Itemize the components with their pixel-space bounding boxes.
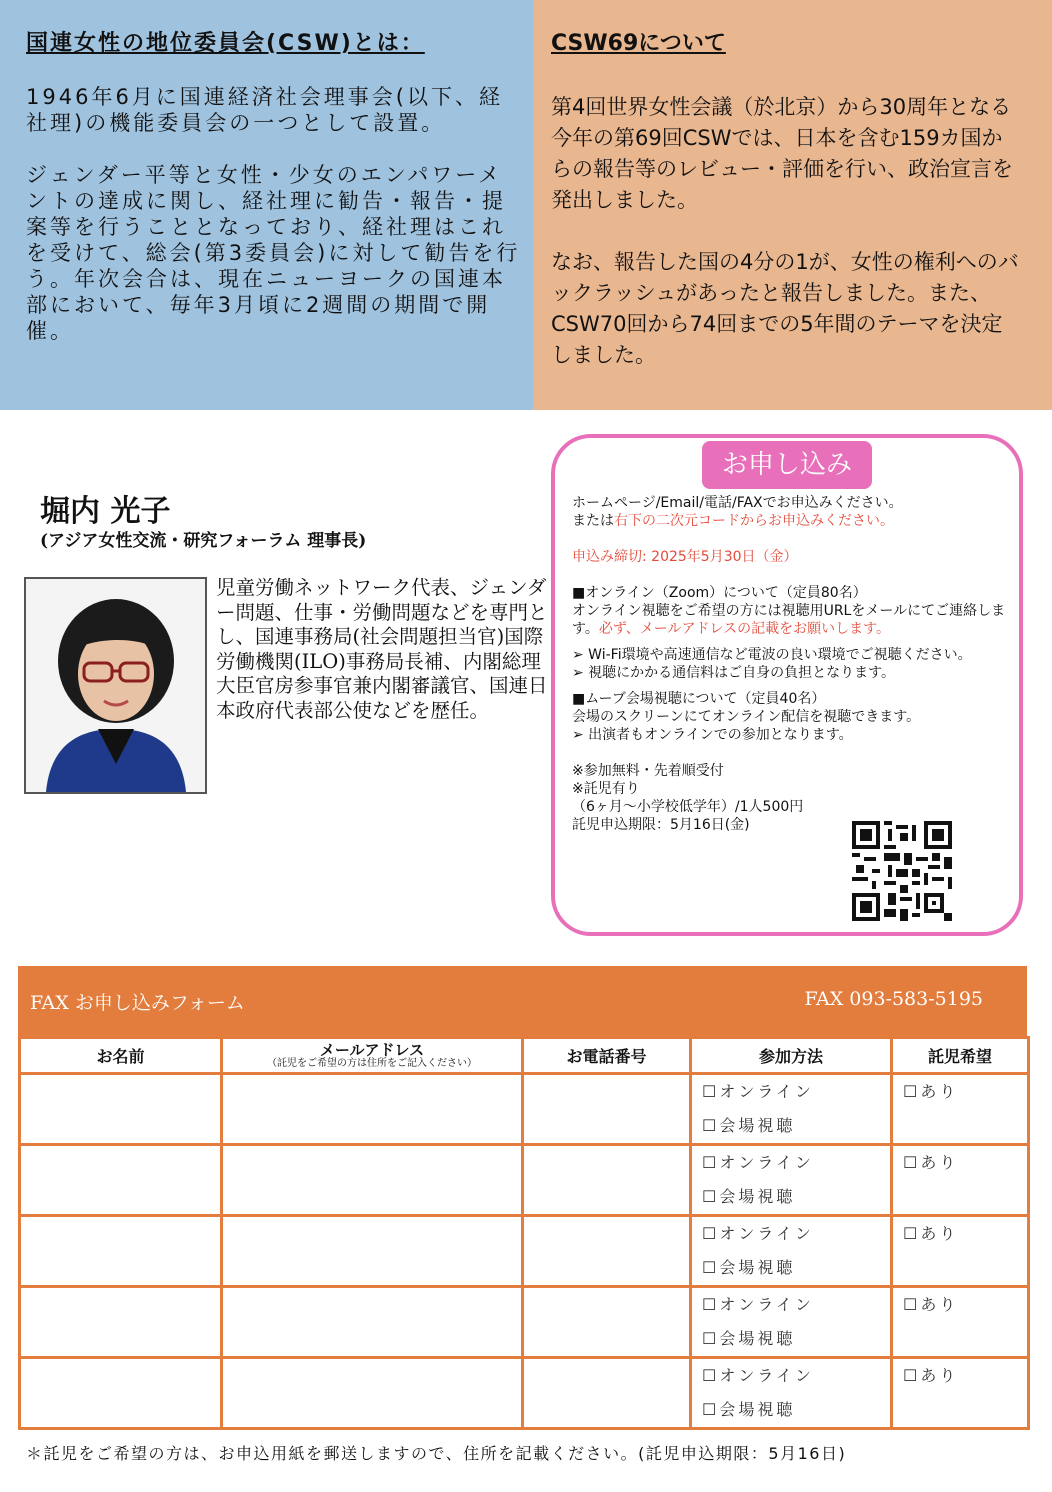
- qr-code-icon[interactable]: [852, 821, 952, 921]
- method-cell: [691, 1074, 892, 1145]
- name-cell[interactable]: [20, 1216, 222, 1287]
- online-text: オンライン視聴をご希望の方には視聴用URLをメールにてご連絡します。必ず、メールアドレスの記載をお願いします。: [572, 603, 1006, 637]
- venue-checkbox[interactable]: ☐会場視聴: [702, 1258, 796, 1277]
- email-cell[interactable]: [222, 1358, 523, 1429]
- name-cell[interactable]: [20, 1287, 222, 1358]
- online-checkbox[interactable]: ☐オンライン: [702, 1153, 814, 1172]
- childcare-cell: [892, 1074, 1029, 1145]
- childcare-checkbox[interactable]: ☐あり: [903, 1224, 959, 1243]
- childcare-checkbox[interactable]: ☐あり: [903, 1366, 959, 1385]
- venue-checkbox[interactable]: ☐会場視聴: [702, 1400, 796, 1419]
- online-heading: ■オンライン（Zoom）について（定員80名）: [572, 585, 867, 601]
- childcare-checkbox[interactable]: ☐あり: [903, 1082, 959, 1101]
- csw-description: [26, 84, 522, 370]
- online-checkbox[interactable]: ☐オンライン: [702, 1366, 814, 1385]
- online-checkbox[interactable]: ☐オンライン: [702, 1224, 814, 1243]
- csw69-description: [551, 92, 1021, 402]
- table-header-row: [20, 1038, 1029, 1074]
- apply-method-text: ホームページ/Email/電話/FAXでお申込みください。: [572, 495, 903, 511]
- email-cell[interactable]: [222, 1145, 523, 1216]
- speaker-title: (アジア女性交流・研究フォーラム 理事長): [40, 531, 367, 551]
- bullet-performers: ➢ 出演者もオンラインでの参加となります。: [572, 727, 853, 743]
- csw69-paragraph: 第4回世界女性会議（於北京）から30周年となる今年の第69回CSWでは、日本を含む159カ国からの報告等のレビュー・評価を行い、政治宣言を発出しました。: [551, 95, 1013, 212]
- method-cell: [691, 1145, 892, 1216]
- table-row: [20, 1074, 1029, 1145]
- csw-paragraph: ジェンダー平等と女性・少女のエンパワーメントの達成に関し、経社理に勧告・報告・提案等を行うこととなっており、経社理はこれを受けて、総会(第3委員会)に対して勧告を行う。年次会合は、現在ニューヨークの国連本部において、毎年3月頃に2週間の期間で開催。: [26, 163, 521, 343]
- childcare-cell: [892, 1145, 1029, 1216]
- note-childcare-age: （6ヶ月〜小学校低学年）/1人500円: [572, 799, 804, 815]
- name-cell[interactable]: [20, 1358, 222, 1429]
- csw69-heading: CSW69について: [551, 31, 726, 56]
- phone-cell[interactable]: [523, 1074, 691, 1145]
- fax-form-header: [18, 966, 1027, 1036]
- childcare-cell: [892, 1216, 1029, 1287]
- email-cell[interactable]: [222, 1287, 523, 1358]
- note-childcare-deadline: 託児申込期限：5月16日(金): [572, 817, 750, 833]
- childcare-checkbox[interactable]: ☐あり: [903, 1153, 959, 1172]
- column-email: メールアドレス （託児をご希望の方は住所をご記入ください）: [222, 1038, 523, 1074]
- fax-number: FAX 093-583-5195: [804, 988, 983, 1010]
- column-childcare: 託児希望: [892, 1038, 1029, 1074]
- table-row: [20, 1216, 1029, 1287]
- bullet-wifi: ➢ Wi-Fi環境や高速通信など電波の良い環境でご視聴ください。: [572, 647, 972, 663]
- application-badge: お申し込み: [702, 441, 872, 489]
- column-method: 参加方法: [691, 1038, 892, 1074]
- childcare-footnote: ＊託児をご希望の方は、お申込用紙を郵送しますので、住所を記載ください。(託児申込期限：5月16日): [26, 1444, 847, 1463]
- table-row: [20, 1358, 1029, 1429]
- table-row: [20, 1145, 1029, 1216]
- email-cell[interactable]: [222, 1216, 523, 1287]
- email-cell[interactable]: [222, 1074, 523, 1145]
- childcare-cell: [892, 1358, 1029, 1429]
- phone-cell[interactable]: [523, 1145, 691, 1216]
- fax-form-table: [18, 1036, 1030, 1430]
- table-row: [20, 1287, 1029, 1358]
- venue-checkbox[interactable]: ☐会場視聴: [702, 1329, 796, 1348]
- phone-cell[interactable]: [523, 1287, 691, 1358]
- online-checkbox[interactable]: ☐オンライン: [702, 1295, 814, 1314]
- csw-paragraph: 1946年6月に国連経済社会理事会(以下、経社理)の機能委員会の一つとして設置。: [26, 85, 503, 135]
- column-name: お名前: [20, 1038, 222, 1074]
- venue-text: 会場のスクリーンにてオンライン配信を視聴できます。: [572, 709, 921, 725]
- bullet-fee: ➢ 視聴にかかる通信料はご自身の負担となります。: [572, 665, 896, 681]
- column-phone: お電話番号: [523, 1038, 691, 1074]
- method-cell: [691, 1358, 892, 1429]
- name-cell[interactable]: [20, 1145, 222, 1216]
- note-free: ※参加無料・先着順受付: [572, 763, 724, 779]
- csw69-paragraph: なお、報告した国の4分の1が、女性の権利へのバックラッシュがあったと報告しました。また、CSW70回から74回までの5年間のテーマを決定しました。: [551, 250, 1019, 367]
- method-cell: [691, 1216, 892, 1287]
- speaker-bio: 児童労働ネットワーク代表、ジェンダー問題、仕事・労働問題などを専門とし、国連事務局(社会問題担当官)国際労働機関(ILO)事務局長補、内閣総理大臣官房参事官兼内閣審議官、国連日本政府代表部公使などを歴任。: [216, 576, 548, 722]
- childcare-cell: [892, 1287, 1029, 1358]
- online-checkbox[interactable]: ☐オンライン: [702, 1082, 814, 1101]
- childcare-checkbox[interactable]: ☐あり: [903, 1295, 959, 1314]
- speaker-photo: [24, 577, 207, 794]
- phone-cell[interactable]: [523, 1216, 691, 1287]
- application-details: [572, 494, 1012, 834]
- note-childcare: ※託児有り: [572, 781, 640, 797]
- venue-heading: ■ムーブ会場視聴について（定員40名）: [572, 691, 826, 707]
- fax-form-title: FAX お申し込みフォーム: [30, 992, 245, 1014]
- name-cell[interactable]: [20, 1074, 222, 1145]
- speaker-name: 堀内 光子: [40, 494, 171, 529]
- venue-checkbox[interactable]: ☐会場視聴: [702, 1116, 796, 1135]
- csw-heading: 国連女性の地位委員会(CSW)とは：: [26, 31, 425, 56]
- phone-cell[interactable]: [523, 1358, 691, 1429]
- method-cell: [691, 1287, 892, 1358]
- venue-checkbox[interactable]: ☐会場視聴: [702, 1187, 796, 1206]
- apply-deadline: 申込み締切: 2025年5月30日（金）: [572, 549, 798, 565]
- apply-qr-text: または右下の二次元コードからお申込みください。: [572, 513, 894, 529]
